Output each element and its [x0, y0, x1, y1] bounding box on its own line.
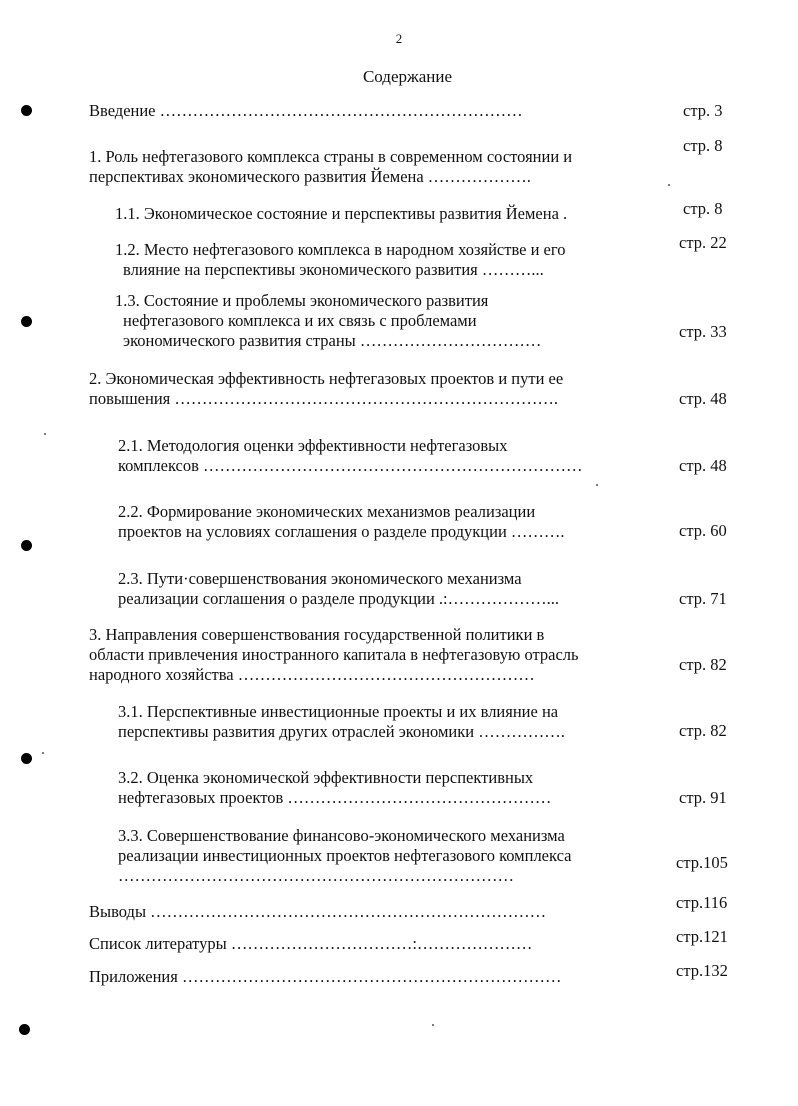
- toc-entry-line: ………………………………………………………………: [118, 866, 514, 885]
- toc-entry-line: Выводы ………………………………………………………………: [89, 902, 547, 921]
- toc-entry-appendices: [89, 967, 561, 987]
- toc-entry-section-1-3: [115, 291, 541, 351]
- toc-entry-line: реализации инвестиционных проектов нефтегазового комплекса: [118, 846, 572, 865]
- toc-entry-section-1-2: [115, 240, 565, 280]
- toc-entry-section-2-2: [118, 502, 565, 542]
- punch-hole-mark: [21, 105, 32, 116]
- punch-hole-mark: [21, 753, 32, 764]
- toc-page-ref: стр. 60: [679, 521, 727, 540]
- toc-entry-line: народного хозяйства ………………………………………………: [89, 665, 535, 684]
- scan-speck: [42, 752, 44, 754]
- toc-entry-line: перспективы развития других отраслей экономики …………….: [118, 722, 565, 741]
- toc-entry-line: 2.1. Методология оценки эффективности нефтегазовых: [118, 436, 508, 455]
- toc-entry-line: 1.2. Место нефтегазового комплекса в народном хозяйстве и его: [115, 240, 566, 259]
- toc-entry-line: 1. Роль нефтегазового комплекса страны в современном состоянии и: [89, 147, 573, 166]
- toc-entry-line: комплексов ……………………………………………………………: [118, 456, 583, 475]
- toc-entry-line: 3.2. Оценка экономической эффективности перспективных: [118, 768, 534, 787]
- scan-speck: [596, 484, 598, 486]
- toc-entry-section-1-1: [115, 204, 567, 224]
- toc-entry-section-2-1: [118, 436, 583, 476]
- toc-page-ref: стр. 48: [679, 389, 727, 408]
- punch-hole-mark: [21, 316, 32, 327]
- toc-page-ref: стр. 71: [679, 589, 727, 608]
- page-title: Содержание: [362, 67, 453, 86]
- toc-entry-line: Приложения ……………………………………………………………: [89, 967, 562, 986]
- toc-entry-line: 3.3. Совершенствование финансово-экономического механизма: [118, 826, 565, 845]
- punch-hole-mark: [19, 1024, 30, 1035]
- toc-entry-section-3-1: [118, 702, 565, 742]
- toc-entry-line: 1.3. Состояние и проблемы экономического развития: [115, 291, 489, 310]
- toc-page-ref: стр. 33: [679, 322, 727, 341]
- toc-page-ref: стр. 3: [683, 101, 723, 120]
- toc-page-ref: стр.116: [676, 893, 728, 912]
- toc-entry-line: влияние на перспективы экономического развития ………...: [123, 260, 544, 279]
- toc-page-ref: стр. 91: [679, 788, 727, 807]
- scan-speck: [668, 184, 670, 186]
- toc-page-ref: стр.121: [676, 927, 728, 946]
- punch-hole-mark: [21, 540, 32, 551]
- toc-entry-chapter-1: [89, 147, 572, 187]
- toc-entry-line: 2. Экономическая эффективность нефтегазовых проектов и пути ее: [89, 369, 564, 388]
- scan-speck: [432, 1024, 434, 1026]
- toc-entry-line: проектов на условиях соглашения о разделе продукции ……….: [118, 522, 565, 541]
- toc-entry-line: 1.1. Экономическое состояние и перспективы развития Йемена .: [115, 204, 568, 223]
- toc-page-ref: стр. 8: [683, 199, 723, 218]
- toc-entry-line: Список литературы ……………………………:…………………: [89, 934, 533, 953]
- scan-speck: [44, 433, 46, 435]
- page-number: 2: [395, 31, 403, 46]
- toc-entry-line: 3.1. Перспективные инвестиционные проекты и их влияние на: [118, 702, 559, 721]
- toc-page-ref: стр.132: [676, 961, 728, 980]
- toc-entry-line: области привлечения иностранного капитала в нефтегазовую отрасль: [89, 645, 579, 664]
- toc-entry-line: реализации соглашения о разделе продукции .:………………...: [118, 589, 560, 608]
- toc-entry-line: нефтегазовых проектов …………………………………………: [118, 788, 552, 807]
- toc-entry-chapter-2: [89, 369, 563, 409]
- toc-entry-line: перспективах экономического развития Йемена ……………….: [89, 167, 531, 186]
- toc-entry-line: повышения …………………………………………………………….: [89, 389, 558, 408]
- toc-page-ref: стр. 82: [679, 721, 727, 740]
- toc-page-ref: стр. 8: [683, 136, 723, 155]
- toc-entry-section-3-3: [118, 826, 571, 886]
- toc-entry-references: [89, 934, 532, 954]
- toc-entry-line: 2.3. Пути·совершенствования экономического механизма: [118, 569, 522, 588]
- toc-entry-line: нефтегазового комплекса и их связь с проблемами: [123, 311, 477, 330]
- toc-entry-line: Введение …………………………………………………………: [89, 101, 523, 120]
- toc-page-ref: стр.105: [676, 853, 728, 872]
- toc-entry-line: 3. Направления совершенствования государственной политики в: [89, 625, 545, 644]
- toc-entry-introduction: [89, 101, 523, 121]
- toc-entry-conclusions: [89, 902, 546, 922]
- toc-page-ref: стр. 22: [679, 233, 727, 252]
- toc-entry-section-2-3: [118, 569, 559, 609]
- toc-entry-chapter-3: [89, 625, 579, 685]
- toc-entry-section-3-2: [118, 768, 551, 808]
- toc-page-ref: стр. 48: [679, 456, 727, 475]
- toc-entry-line: экономического развития страны ……………………………: [123, 331, 542, 350]
- toc-entry-line: 2.2. Формирование экономических механизмов реализации: [118, 502, 536, 521]
- toc-page-ref: стр. 82: [679, 655, 727, 674]
